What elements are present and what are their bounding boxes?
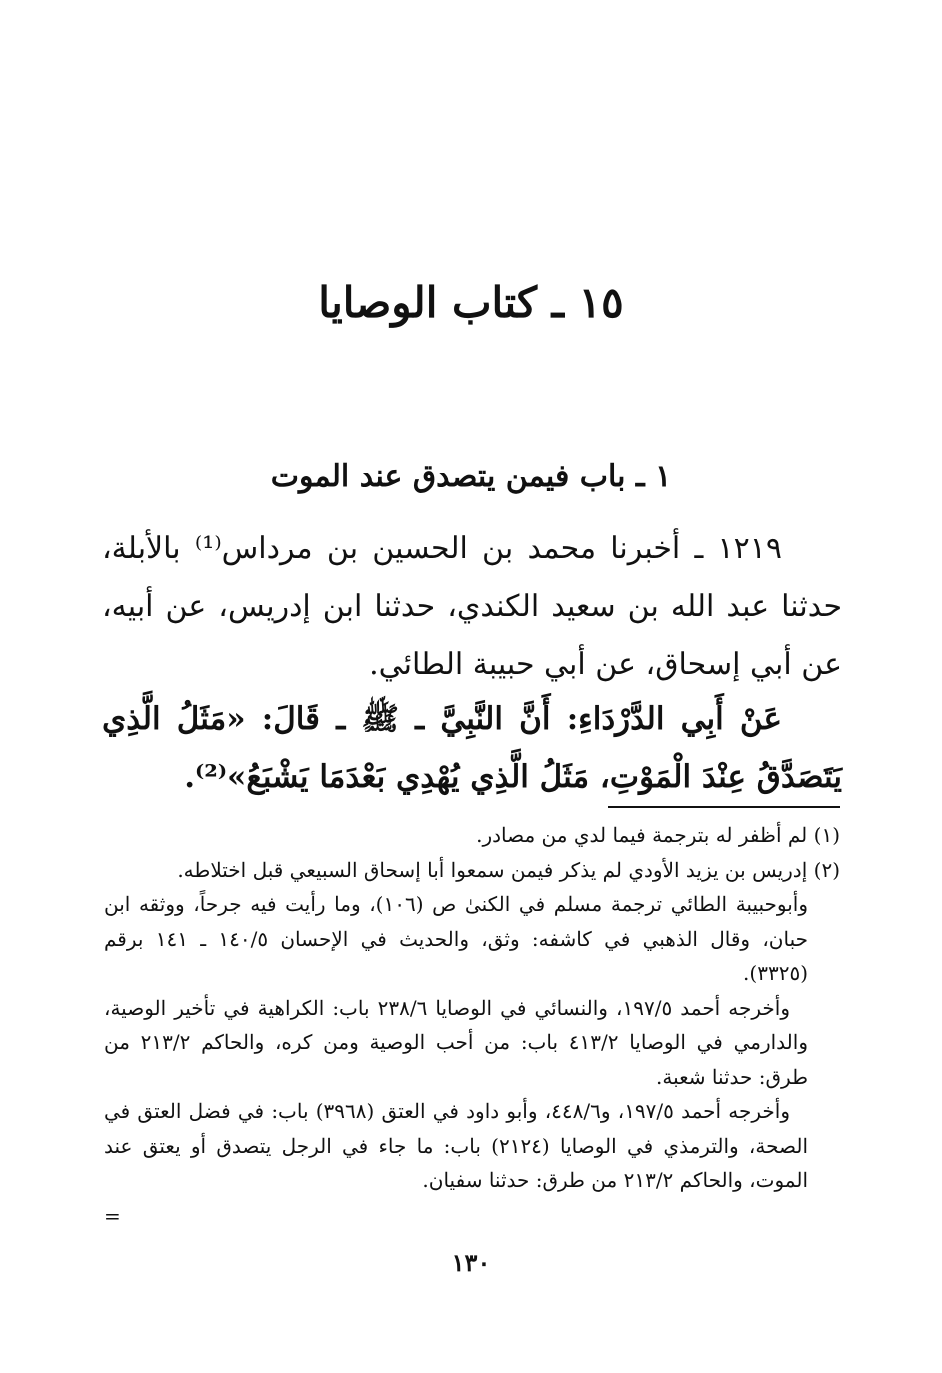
hadith-text: عَنْ أَبِي الدَّرْدَاءِ: أَنَّ النَّبِيَّ ـ ﷺ ـ قَالَ: «مَثَلُ الَّذِي يَتَصَدَّقُ عِنْدَ الْمَوْتِ، مَثَلُ الَّذِي يُهْدِي بَعْدَمَا يَشْبَعُ»⁽²⁾.	[102, 701, 842, 795]
book-title: ١٥ ـ كتاب الوصايا	[318, 278, 624, 327]
footnote-separator	[608, 806, 840, 808]
footnote-2-continuation: وأبوحبيبة الطائي ترجمة مسلم في الكنىٰ ص (١٠٦)، وما رأيت فيه جرحاً، ووثقه ابن حبان، وقال الذهبي في كاشفه: وثق، والحديث في الإحسان ١٤٠/٥ ـ ١٤١ برقم (٣٣٢٥).	[104, 892, 808, 985]
footnote-2-continuation: وأخرجه أحمد ١٩٧/٥، و٤٤٨/٦، وأبو داود في العتق (٣٩٦٨) باب: في فضل العتق في الصحة، والترمذي في الوصايا (٢١٢٤) باب: ما جاء في الرجل يتصدق أو يعتق عند الموت، والحاكم ٢١٣/٢ من طرق: حدثنا سفيان.	[104, 1099, 808, 1192]
isnad-paragraph	[102, 520, 842, 694]
footnote-2: (٢) إدريس بن يزيد الأودي لم يذكر فيمن سمعوا أبا إسحاق السبيعي قبل اختلاطه.	[177, 857, 840, 882]
chapter-title: ١ ـ باب فيمن يتصدق عند الموت	[270, 459, 672, 494]
hadith-paragraph	[102, 690, 842, 806]
footnote-1: (١) لم أظفر له بترجمة فيما لدي من مصادر.	[476, 823, 840, 847]
page-number: ١٣٠	[451, 1248, 491, 1277]
footnote-2-continuation: وأخرجه أحمد ١٩٧/٥، والنسائي في الوصايا ٢٣٨/٦ باب: الكراهية في تأخير الوصية، والدارمي في الوصايا ٤١٣/٢ باب: من أحب الوصية ومن كره، والحاكم ٢١٣/٢ من طرق: حدثنا شعبة.	[104, 995, 808, 1089]
chain-text: ١٢١٩ ـ أخبرنا محمد بن الحسين بن مرداس⁽¹⁾ بالأبلة، حدثنا عبد الله بن سعيد الكندي، حدثنا ابن إدريس، عن أبيه، عن أبي إسحاق، عن أبي حبيبة الطائي.	[102, 531, 842, 682]
continuation-mark: =	[104, 1204, 121, 1228]
footnotes	[104, 818, 840, 1198]
